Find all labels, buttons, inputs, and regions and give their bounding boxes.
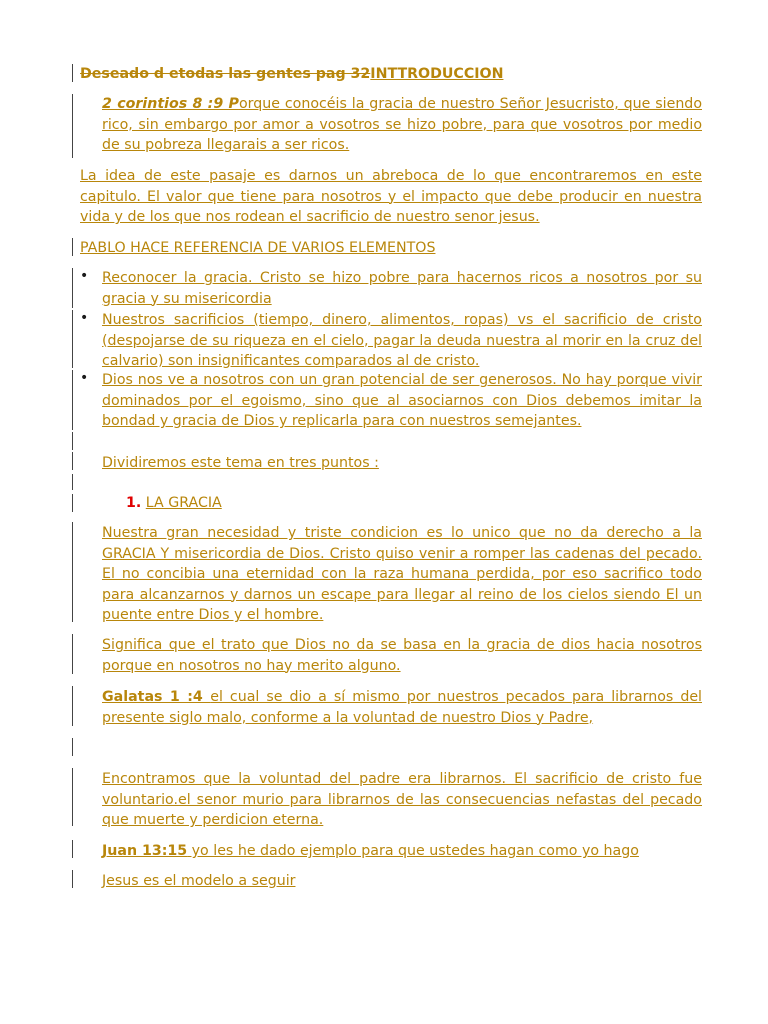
change-bar (72, 310, 73, 368)
section-number: 1. (126, 495, 142, 511)
change-bar (72, 64, 73, 82)
intro-paragraph: La idea de este pasaje es darnos un abreboca de lo que encontraremos en este capitulo. El valor que tiene para nosotros y el impacto que debe producir en nuestra vida y de los que nos rodean el sacrificio de nuestro senor jesus. (80, 168, 702, 225)
change-bar (72, 238, 73, 256)
title-heading: INTTRODUCCION (370, 66, 504, 82)
change-bar (72, 768, 73, 826)
bullet-item: Dios nos ve a nosotros con un gran potencial de ser generosos. No hay porque vivir dominados por el egoismo, sino que al asociarnos con Dios debemos imitar la bondad y gracia de Dios y replicarla para con nuestros semejantes. (102, 372, 702, 429)
section-heading-gracia (126, 493, 526, 514)
change-bar (72, 840, 73, 858)
verse-reference: 2 corintios 8 :9 P (102, 96, 239, 112)
paragraph-trato: Significa que el trato que Dios no da se basa en la gracia de dios hacia nosotros porque en nosotros no hay merito alguno. (102, 637, 702, 674)
bullet-marker: • (80, 310, 89, 326)
verse-text: el cual se dio a sí mismo por nuestros pecados para librarnos del presente siglo malo, conforme a la voluntad de nuestro Dios y Padre, (102, 689, 702, 726)
section-heading-pablo: PABLO HACE REFERENCIA DE VARIOS ELEMENTOS (80, 240, 436, 256)
section-title: LA GRACIA (145, 495, 222, 511)
change-bar (72, 370, 73, 430)
change-bar (72, 494, 73, 512)
paragraph-necesidad: Nuestra gran necesidad y triste condicion es lo unico que no da derecho a la GRACIA Y misericordia de Dios. Cristo quiso venir a romper las cadenas del pecado. El no concibia una eternidad con la raza humana perdida, por eso sacrifico todo para alcanzarnos y darnos un escape para llegar al reino de los cielos siendo El un puente entre Dios y el hombre. (102, 525, 702, 623)
bullet-item: Nuestros sacrificios (tiempo, dinero, alimentos, ropas) vs el sacrificio de cristo (despojarse de su riqueza en el cielo, pagar la deuda nuestra al morir en la cruz del calvario) son insignificantes comparados al de cristo. (102, 312, 702, 369)
change-bar (72, 522, 73, 622)
verse-juan (102, 841, 702, 862)
document-title (80, 64, 720, 85)
change-bar (72, 268, 73, 308)
verse-reference: Juan 13:15 (102, 843, 188, 859)
change-bar (72, 94, 73, 158)
verse-2-corintios (102, 94, 702, 156)
change-bar (72, 634, 73, 674)
paragraph-voluntad: Encontramos que la voluntad del padre era librarnos. El sacrificio de cristo fue voluntario.el senor murio para librarnos de las consecuencias nefastas del pecado que muerte y perdicion eterna. (102, 771, 702, 828)
change-bar (72, 738, 73, 756)
bullet-marker: • (80, 370, 89, 386)
verse-text: orque conocéis la gracia de nuestro Señor Jesucristo, que siendo rico, sin embargo por amor a vosotros se hizo pobre, para que vosotros por medio de su pobreza llegarais a ser ricos. (102, 96, 702, 153)
change-bar (72, 686, 73, 726)
bullet-item: Reconocer la gracia. Cristo se hizo pobre para hacernos ricos a nosotros por su gracia y su misericordia (102, 270, 702, 307)
bullet-marker: • (80, 268, 89, 284)
divide-intro: Dividiremos este tema en tres puntos : (102, 455, 379, 471)
paragraph-modelo: Jesus es el modelo a seguir (102, 873, 296, 889)
struck-title-text: Deseado d etodas las gentes pag 32 (80, 66, 371, 82)
change-bar (72, 432, 73, 450)
change-bar (72, 452, 73, 470)
change-bar (72, 870, 73, 888)
verse-reference: Galatas 1 :4 (102, 689, 211, 705)
change-bar (72, 474, 73, 490)
verse-text: yo les he dado ejemplo para que ustedes hagan como yo hago (187, 843, 639, 859)
verse-galatas (102, 687, 702, 728)
